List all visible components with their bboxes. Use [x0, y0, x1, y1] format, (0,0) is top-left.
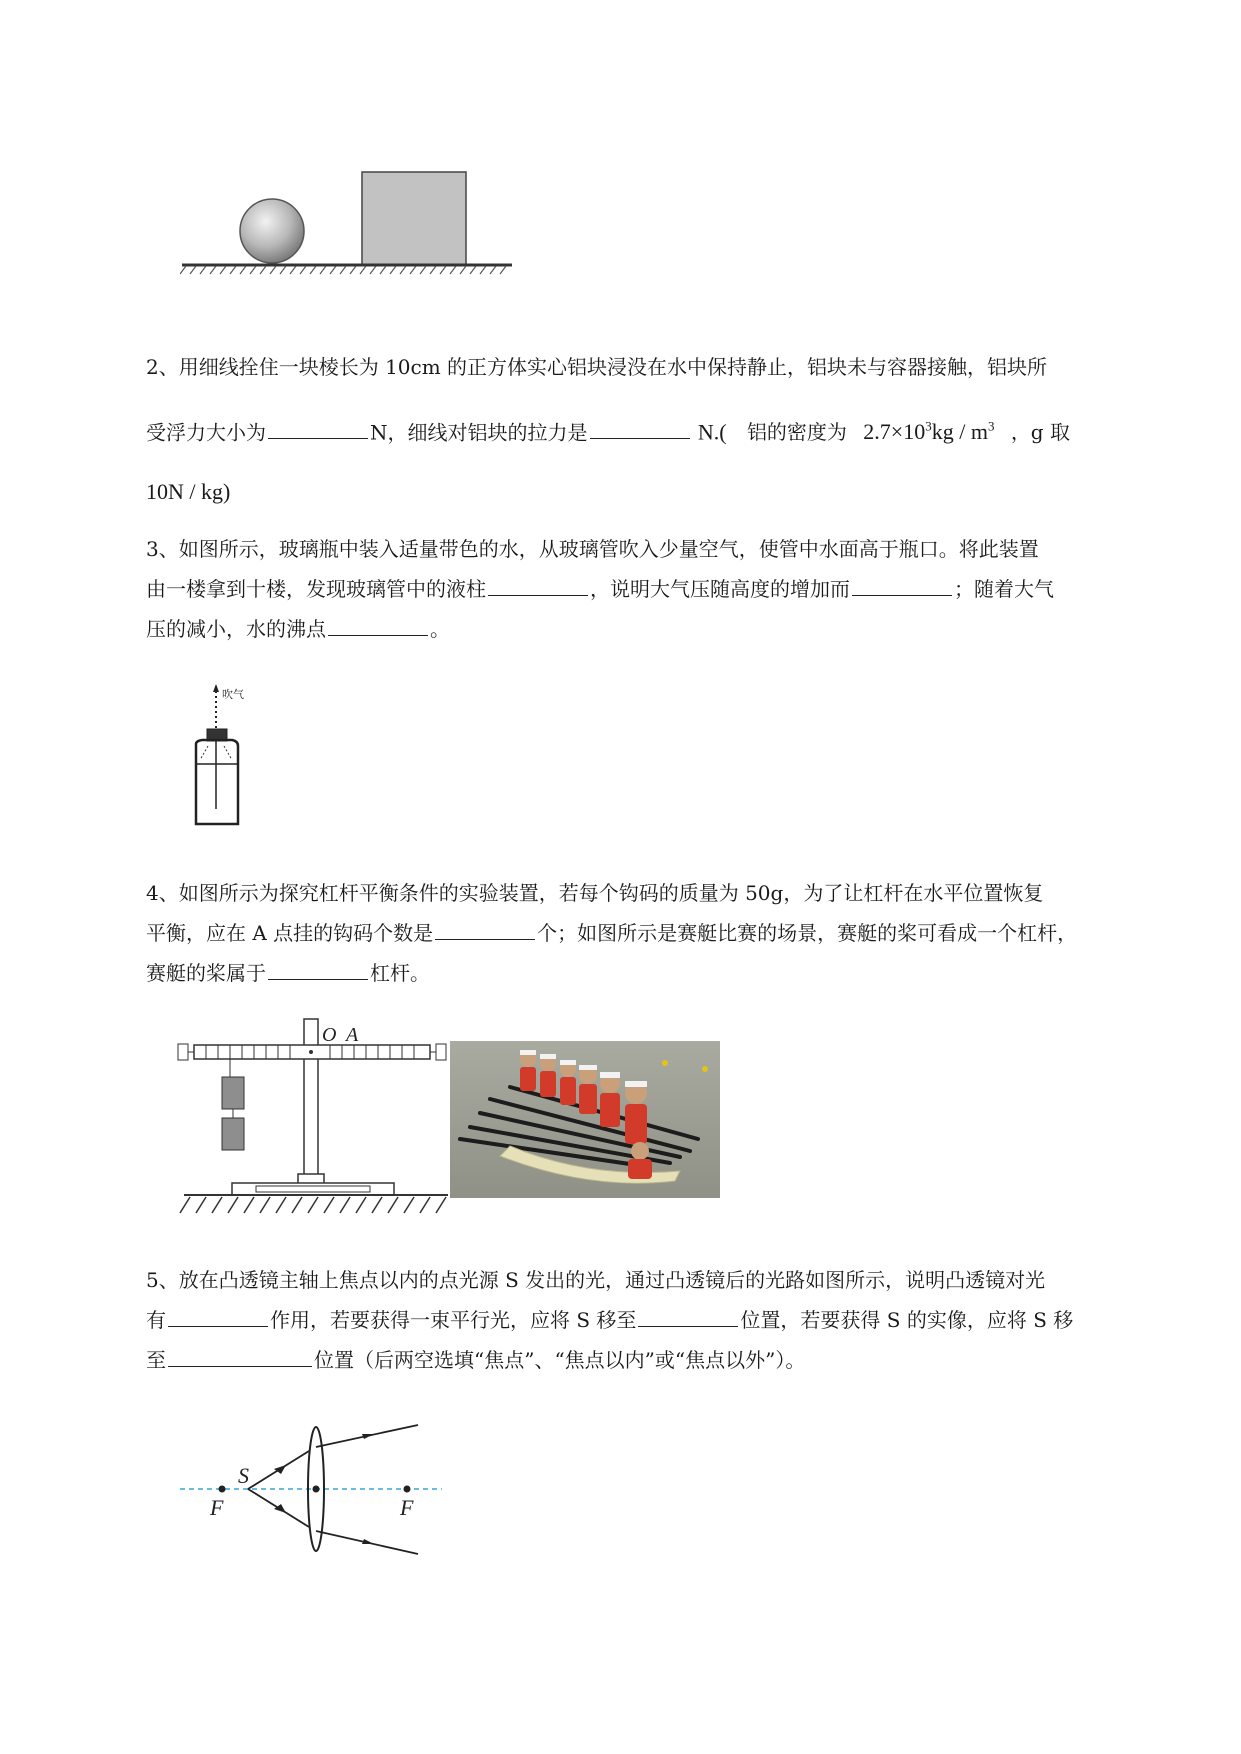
q2-line3: 10N / kg) — [146, 479, 231, 505]
q5-line2: 有 作用，若要获得一束平行光，应将 S 移至 位置，若要获得 S 的实像，应将 S 移 — [146, 1300, 1148, 1340]
a-label: A — [346, 1024, 359, 1046]
s-label: S — [238, 1463, 249, 1488]
q2-line2: 受浮力大小为 N，细线对铝块的拉力是 N.( 铝的密度为 $2.7\times 10^3kg / m^3$ ，g 取 — [146, 397, 1148, 462]
answer-blank[interactable] — [328, 609, 428, 636]
answer-blank[interactable] — [435, 913, 535, 940]
q4-line2: 平衡，应在 A 点挂的钩码个数是 个；如图所示是赛艇比赛的场景，赛艇的桨可看成一个杠杆， — [146, 913, 1148, 953]
answer-blank[interactable] — [488, 569, 588, 596]
lever-figure — [176, 1017, 456, 1227]
ball-shape — [240, 199, 304, 263]
answer-blank[interactable] — [268, 953, 368, 980]
question-3 — [146, 529, 1148, 649]
question-2 — [146, 337, 1148, 522]
q4-line3: 赛艇的桨属于 杠杆。 — [146, 953, 1148, 993]
q5-line1: 5、放在凸透镜主轴上焦点以内的点光源 S 发出的光，通过凸透镜后的光路如图所示，说明凸透镜对光 — [146, 1268, 1046, 1292]
q5-line3: 至 位置（后两空选填“焦点”、“焦点以内”或“焦点以外”）。 — [146, 1340, 1148, 1380]
q4-line1: 4、如图所示为探究杠杆平衡条件的实验装置，若每个钩码的质量为 50g，为了让杠杆在水平位置恢复 — [146, 881, 1044, 905]
answer-blank[interactable] — [638, 1300, 738, 1327]
question-5 — [146, 1260, 1148, 1380]
f-left-label: F — [210, 1495, 224, 1520]
answer-blank[interactable] — [168, 1300, 268, 1327]
answer-blank[interactable] — [168, 1340, 312, 1367]
block-shape — [362, 172, 466, 265]
answer-blank[interactable] — [268, 412, 368, 439]
ball-block-figure — [180, 150, 520, 310]
bottle-figure — [186, 684, 276, 834]
question-4 — [146, 873, 1148, 993]
density-value: $2.7\times 10^3kg / m^3$ — [863, 419, 995, 445]
blow-label: 吹气 — [222, 688, 244, 701]
q2-line1: 2、用细线拴住一块棱长为 10cm 的正方体实心铝块浸没在水中保持静止，铝块未与容器接触，铝块所 — [146, 355, 1048, 379]
lens-figure — [178, 1415, 448, 1565]
answer-blank[interactable] — [590, 412, 690, 439]
f-right-label: F — [400, 1495, 414, 1520]
o-label: O — [322, 1024, 337, 1046]
q3-line2: 由一楼拿到十楼，发现玻璃管中的液柱 ，说明大气压随高度的增加而 ；随着大气 — [146, 569, 1148, 609]
q3-line3: 压的减小，水的沸点 。 — [146, 609, 1148, 649]
answer-blank[interactable] — [852, 569, 952, 596]
rowing-photo — [450, 1041, 720, 1198]
q3-line1: 3、如图所示，玻璃瓶中装入适量带色的水，从玻璃管吹入少量空气，使管中水面高于瓶口。将此装置 — [146, 537, 1039, 561]
